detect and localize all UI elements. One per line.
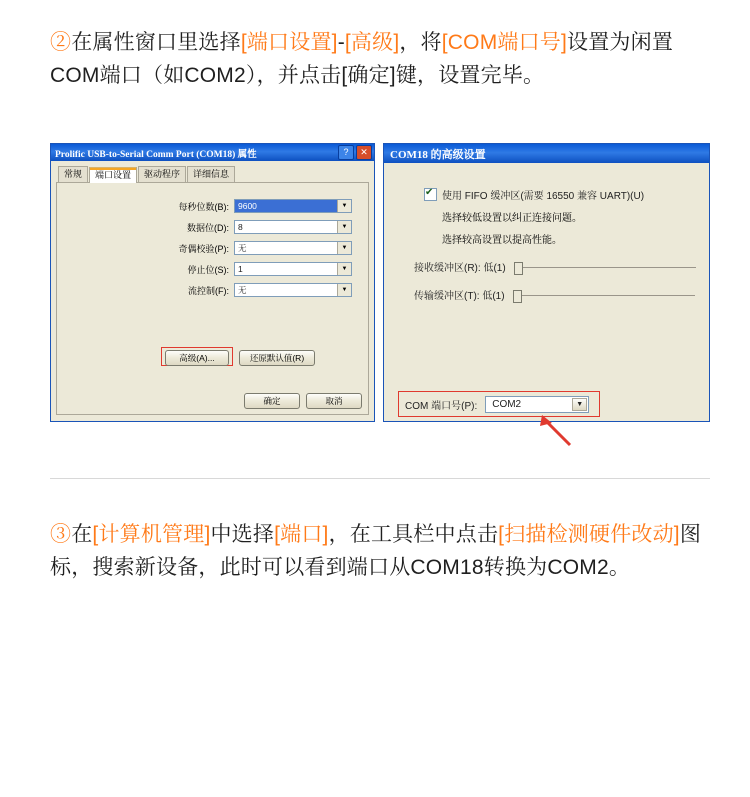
field-parity-label: 奇偶校验(P): xyxy=(178,243,229,254)
advanced-note-line-1: 选择较低设置以纠正连接问题。 xyxy=(442,213,582,224)
slider-thumb[interactable] xyxy=(513,290,522,303)
stop-bits-value: 1 xyxy=(238,264,243,274)
fifo-checkbox-label: 使用 FIFO 缓冲区(需要 16550 兼容 UART)(U) xyxy=(442,191,645,202)
step-2-text-5: [COM端口号] xyxy=(441,31,568,54)
tab-details[interactable]: 详细信息 xyxy=(187,166,235,182)
stop-bits-select[interactable] xyxy=(234,262,352,276)
slider-thumb[interactable] xyxy=(514,262,523,275)
close-icon[interactable]: ✕ xyxy=(356,145,372,160)
transmit-buffer-slider[interactable] xyxy=(513,295,695,296)
chevron-down-icon[interactable]: ▼ xyxy=(337,263,351,275)
step-2-text-0: 在属性窗口里选择 xyxy=(71,31,241,54)
transmit-buffer-row xyxy=(414,287,697,302)
parity-select[interactable] xyxy=(234,241,352,255)
tab-general[interactable]: 常规 xyxy=(58,166,88,182)
port-settings-panel xyxy=(56,183,369,415)
step-3-text-2: 中选择 xyxy=(210,523,275,546)
section-divider xyxy=(50,478,710,479)
chevron-down-icon[interactable]: ▼ xyxy=(337,284,351,296)
advanced-button[interactable]: 高级(A)... xyxy=(165,350,229,366)
bits-per-second-value: 9600 xyxy=(238,201,257,211)
data-bits-select[interactable] xyxy=(234,220,352,234)
receive-buffer-label: 接收缓冲区(R): 低(1) xyxy=(414,263,506,274)
com-port-number-value: COM2 xyxy=(492,398,522,410)
advanced-settings-dialog xyxy=(383,143,710,422)
step-2-number: ② xyxy=(50,31,72,54)
field-parity xyxy=(57,241,352,255)
tab-port-settings[interactable]: 端口设置 xyxy=(89,167,137,183)
port-properties-dialog xyxy=(50,143,375,422)
step-2-text-2: - xyxy=(337,31,345,54)
receive-buffer-row xyxy=(414,259,697,274)
field-bits-per-second-label: 每秒位数(B): xyxy=(178,201,229,212)
chevron-down-icon[interactable]: ▼ xyxy=(572,398,587,411)
tab-driver[interactable]: 驱动程序 xyxy=(138,166,186,182)
field-stop-bits-label: 停止位(S): xyxy=(187,264,229,275)
instruction-step-3 xyxy=(50,518,710,584)
step-2-text-1: [端口设置] xyxy=(240,31,338,54)
step-3-text-6: 图标，搜索新设备，此时可以看到端口从COM18转换为COM2。 xyxy=(50,523,702,579)
step-3-text-1: [计算机管理] xyxy=(92,523,211,546)
instruction-step-2 xyxy=(50,26,710,92)
advanced-dialog-titlebar xyxy=(384,144,709,163)
advanced-dialog-body xyxy=(384,163,709,421)
checkbox-checked-icon[interactable] xyxy=(424,188,437,201)
fifo-checkbox-row[interactable] xyxy=(424,187,697,202)
step-2-text-3: [高级] xyxy=(344,31,400,54)
restore-defaults-button[interactable]: 还原默认值(R) xyxy=(239,350,315,366)
step-2-text-4: ，将 xyxy=(399,31,442,54)
properties-dialog-body xyxy=(51,161,374,421)
flow-control-value: 无 xyxy=(238,285,247,295)
properties-titlebar-buttons xyxy=(338,145,372,160)
help-icon[interactable]: ? xyxy=(338,145,354,160)
data-bits-value: 8 xyxy=(238,222,243,232)
step-3-text-5: [扫描检测硬件改动] xyxy=(498,523,680,546)
chevron-down-icon[interactable]: ▼ xyxy=(337,221,351,233)
field-data-bits-label: 数据位(D): xyxy=(187,222,229,233)
properties-dialog-title: Prolific USB-to-Serial Comm Port (COM18) 属性 xyxy=(55,149,257,160)
com-port-number-select[interactable] xyxy=(485,396,589,413)
bits-per-second-select[interactable] xyxy=(234,199,352,213)
chevron-down-icon[interactable]: ▼ xyxy=(337,242,351,254)
field-flow-control xyxy=(57,283,352,297)
step-3-text-0: 在 xyxy=(71,523,93,546)
receive-buffer-slider[interactable] xyxy=(514,267,696,268)
properties-dialog-actions xyxy=(244,393,362,409)
cancel-button[interactable]: 取消 xyxy=(306,393,362,409)
step-3-text-3: [端口] xyxy=(274,523,329,546)
field-flow-control-label: 流控制(F): xyxy=(188,285,229,296)
red-pointer-arrow-icon xyxy=(532,413,572,447)
properties-dialog-titlebar xyxy=(51,144,374,161)
flow-control-select[interactable] xyxy=(234,283,352,297)
ok-button[interactable]: 确定 xyxy=(244,393,300,409)
transmit-buffer-label: 传输缓冲区(T): 低(1) xyxy=(414,291,505,302)
step-3-number: ③ xyxy=(50,523,72,546)
parity-value: 无 xyxy=(238,243,247,253)
advanced-note-line-2: 选择较高设置以提高性能。 xyxy=(442,235,562,246)
com-port-number-label: COM 端口号(P): xyxy=(405,400,478,412)
field-stop-bits xyxy=(57,262,352,276)
field-data-bits xyxy=(57,220,352,234)
step-3-text-4: ，在工具栏中点击 xyxy=(328,523,499,546)
field-bits-per-second xyxy=(57,199,352,213)
chevron-down-icon[interactable]: ▼ xyxy=(337,200,351,212)
advanced-dialog-title: COM18 的高级设置 xyxy=(390,148,486,161)
properties-tab-strip xyxy=(56,165,369,183)
step-2-text-6: 设置为闲置COM端口（如COM2），并点击[确定]键，设置完毕。 xyxy=(50,31,674,87)
